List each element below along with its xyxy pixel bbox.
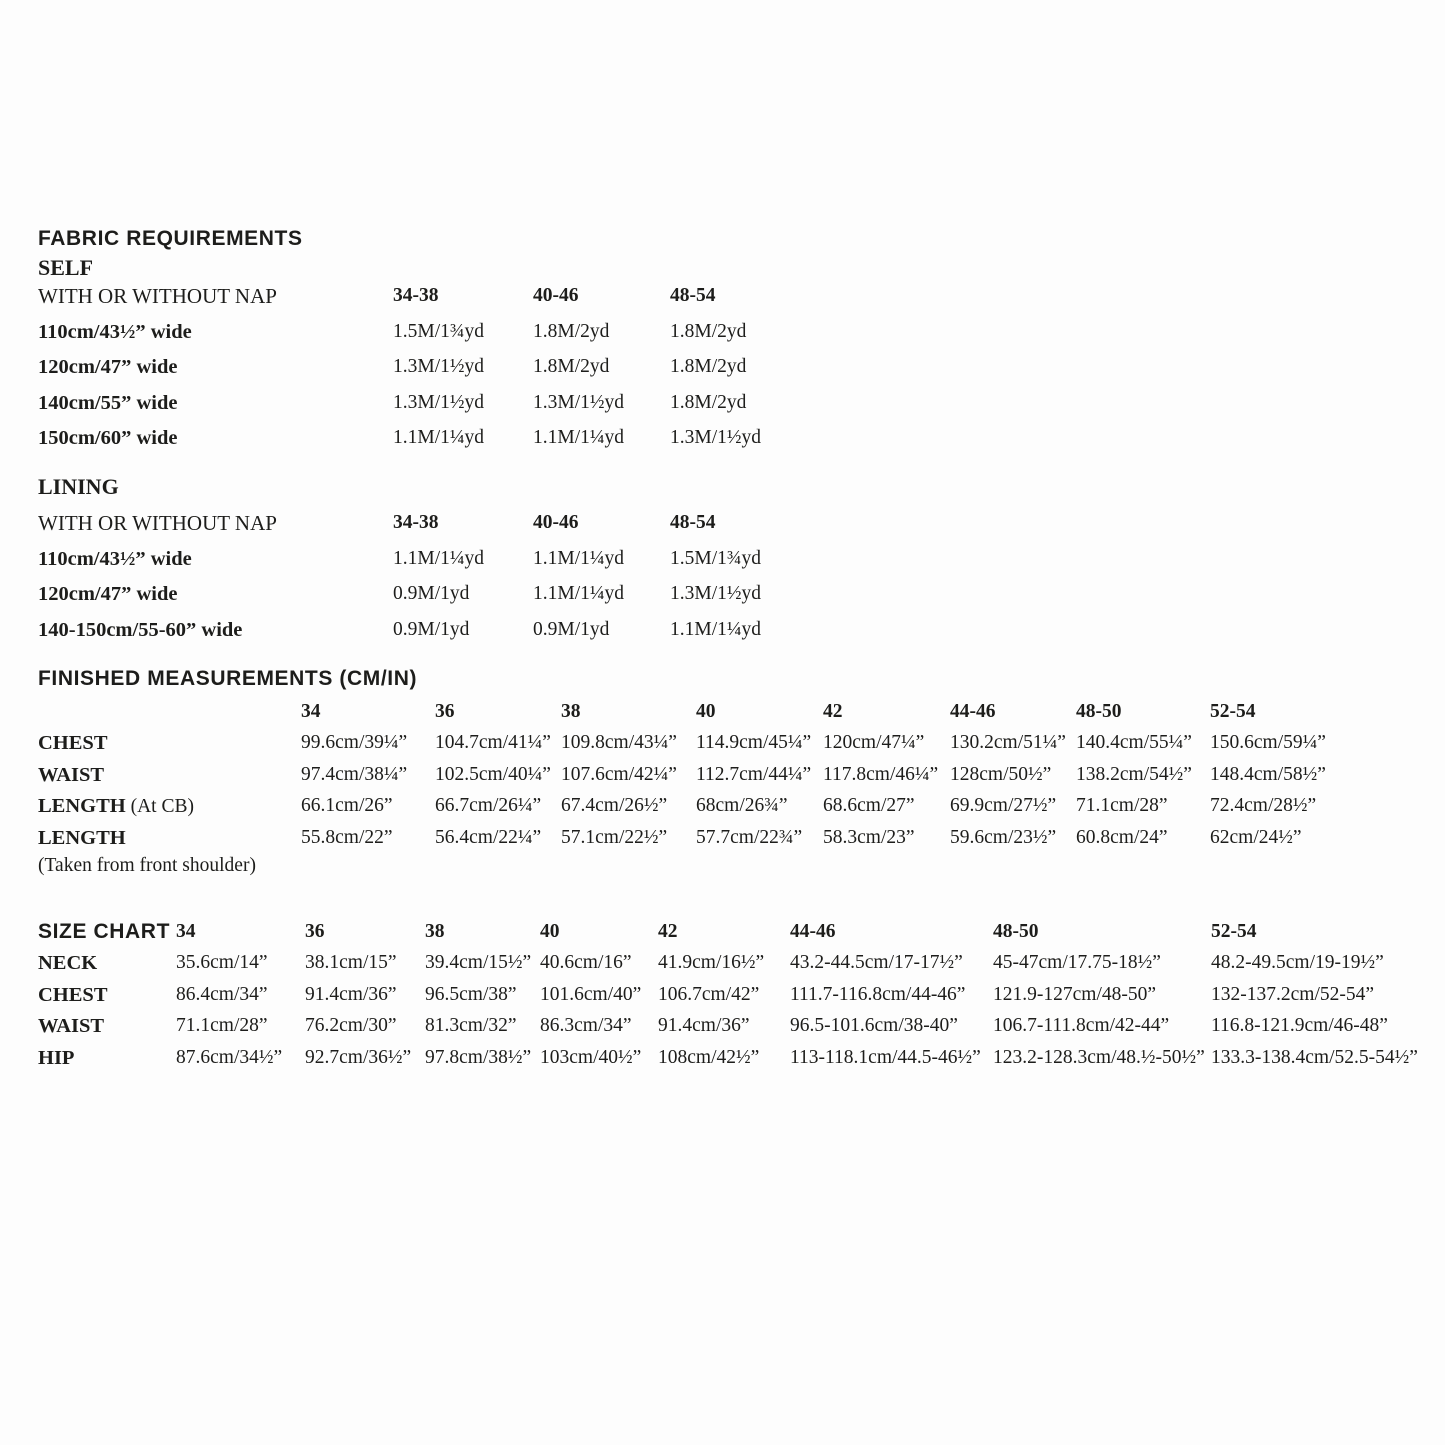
- size-cell: 113-118.1cm/44.5-46½”: [790, 1046, 981, 1068]
- size-cell: 76.2cm/30”: [305, 1015, 397, 1037]
- measurement-cell: 99.6cm/39¼”: [301, 732, 408, 754]
- yardage-cell: 1.3M/1½yd: [670, 427, 762, 449]
- measurement-row-label: WAIST: [38, 763, 105, 786]
- size-header: 44-46: [790, 921, 836, 942]
- yardage-cell: 1.8M/2yd: [670, 391, 747, 413]
- measurement-cell: 66.1cm/26”: [301, 795, 393, 817]
- size-cell: 133.3-138.4cm/52.5-54½”: [1211, 1046, 1418, 1068]
- size-header: 38: [425, 921, 445, 942]
- body-measure-label: WAIST: [38, 1015, 105, 1038]
- yardage-cell: 1.8M/2yd: [533, 356, 610, 378]
- length-cb-label: LENGTH: [38, 795, 126, 818]
- length-shoulder-footnote: (Taken from front shoulder): [38, 854, 256, 876]
- lining-size-header: 48-54: [670, 511, 716, 533]
- size-chart-table: [38, 920, 1438, 1077]
- self-fabric-table: [38, 284, 938, 462]
- size-cell: 106.7-111.8cm/42-44”: [993, 1015, 1170, 1037]
- yardage-cell: 1.1M/1¼yd: [393, 547, 485, 569]
- size-cell: 81.3cm/32”: [425, 1015, 517, 1037]
- yardage-cell: 1.1M/1¼yd: [533, 583, 625, 605]
- size-header: 48-50: [993, 921, 1039, 942]
- fabric-requirements-section: [38, 226, 938, 653]
- body-measure-label: HIP: [38, 1046, 75, 1069]
- size-cell: 111.7-116.8cm/44-46”: [790, 983, 966, 1005]
- size-cell: 123.2-128.3cm/48.½-50½”: [993, 1046, 1205, 1068]
- size-cell: 92.7cm/36½”: [305, 1046, 412, 1068]
- size-cell: 116.8-121.9cm/46-48”: [1211, 1015, 1388, 1037]
- measurement-cell: 59.6cm/23½”: [950, 826, 1057, 848]
- measurement-cell: 130.2cm/51¼”: [950, 732, 1066, 754]
- measurement-cell: 58.3cm/23”: [823, 826, 915, 848]
- measurement-cell: 71.1cm/28”: [1076, 795, 1168, 817]
- fabric-width-label: 150cm/60” wide: [38, 427, 178, 450]
- measurement-cell: 138.2cm/54½”: [1076, 763, 1192, 785]
- measurement-cell: 67.4cm/26½”: [561, 795, 668, 817]
- fabric-width-label: 110cm/43½” wide: [38, 547, 192, 570]
- fabric-width-label: 120cm/47” wide: [38, 356, 178, 379]
- measurement-cell: 55.8cm/22”: [301, 826, 393, 848]
- size-header: 42: [823, 701, 843, 722]
- measurement-cell: 117.8cm/46¼”: [823, 763, 939, 785]
- size-cell: 121.9-127cm/48-50”: [993, 983, 1157, 1005]
- size-cell: 103cm/40½”: [540, 1046, 642, 1068]
- size-cell: 101.6cm/40”: [540, 983, 642, 1005]
- self-size-header: 48-54: [670, 285, 716, 306]
- size-cell: 106.7cm/42”: [658, 983, 760, 1005]
- measurement-cell: 68.6cm/27”: [823, 795, 915, 817]
- size-cell: 96.5-101.6cm/38-40”: [790, 1015, 958, 1037]
- length-shoulder-label: LENGTH: [38, 826, 126, 849]
- yardage-cell: 1.3M/1½yd: [393, 391, 485, 413]
- size-cell: 91.4cm/36”: [658, 1015, 750, 1037]
- measurement-cell: 57.1cm/22½”: [561, 826, 668, 848]
- fabric-requirements-title: FABRIC REQUIREMENTS: [38, 227, 303, 250]
- measurement-cell: 60.8cm/24”: [1076, 826, 1168, 848]
- size-cell: 39.4cm/15½”: [425, 952, 532, 974]
- measurement-cell: 72.4cm/28½”: [1210, 795, 1317, 817]
- measurement-cell: 102.5cm/40¼”: [435, 763, 551, 785]
- yardage-cell: 1.3M/1½yd: [533, 391, 625, 413]
- size-header: 44-46: [950, 701, 996, 722]
- size-header: 34: [176, 921, 196, 942]
- lining-size-header: 34-38: [393, 511, 439, 533]
- size-header: 34: [301, 701, 321, 722]
- size-cell: 97.8cm/38½”: [425, 1046, 532, 1068]
- size-cell: 38.1cm/15”: [305, 952, 397, 974]
- yardage-cell: 1.1M/1¼yd: [393, 427, 485, 449]
- measurement-cell: 57.7cm/22¾”: [696, 826, 803, 848]
- size-header: 48-50: [1076, 701, 1122, 722]
- self-table-header-label: WITH OR WITHOUT NAP: [38, 284, 277, 308]
- lining-size-header: 40-46: [533, 511, 579, 533]
- size-header: 42: [658, 921, 678, 942]
- size-cell: 40.6cm/16”: [540, 952, 632, 974]
- size-header: 36: [435, 701, 455, 722]
- measurement-cell: 69.9cm/27½”: [950, 795, 1057, 817]
- measurement-cell: 68cm/26¾”: [696, 795, 788, 817]
- length-cb-note: (At CB): [130, 796, 194, 818]
- yardage-cell: 1.1M/1¼yd: [533, 547, 625, 569]
- size-cell: 86.4cm/34”: [176, 983, 268, 1005]
- yardage-cell: 0.9M/1yd: [533, 618, 610, 640]
- yardage-cell: 1.8M/2yd: [670, 320, 747, 342]
- measurement-cell: 114.9cm/45¼”: [696, 732, 812, 754]
- size-cell: 35.6cm/14”: [176, 952, 268, 974]
- yardage-cell: 1.3M/1½yd: [393, 356, 485, 378]
- body-measure-label: NECK: [38, 952, 98, 975]
- size-cell: 48.2-49.5cm/19-19½”: [1211, 952, 1384, 974]
- size-cell: 45-47cm/17.75-18½”: [993, 952, 1161, 974]
- size-chart-title: SIZE CHART: [38, 920, 170, 943]
- measurement-cell: 107.6cm/42¼”: [561, 763, 677, 785]
- size-cell: 43.2-44.5cm/17-17½”: [790, 952, 963, 974]
- measurement-cell: 104.7cm/41¼”: [435, 732, 551, 754]
- yardage-cell: 1.5M/1¾yd: [393, 320, 485, 342]
- size-header: 40: [540, 921, 560, 942]
- measurement-row-label: [38, 826, 301, 880]
- size-cell: 41.9cm/16½”: [658, 952, 765, 974]
- lining-fabric-table: [38, 511, 938, 653]
- fabric-width-label: 110cm/43½” wide: [38, 320, 192, 343]
- size-header: 52-54: [1210, 701, 1256, 722]
- yardage-cell: 1.8M/2yd: [533, 320, 610, 342]
- lining-subtitle: LINING: [38, 473, 119, 499]
- yardage-cell: 1.8M/2yd: [670, 356, 747, 378]
- self-size-header: 34-38: [393, 285, 439, 306]
- measurement-cell: 97.4cm/38¼”: [301, 763, 408, 785]
- size-cell: 71.1cm/28”: [176, 1015, 268, 1037]
- fabric-width-label: 140-150cm/55-60” wide: [38, 618, 243, 641]
- measurement-cell: 140.4cm/55¼”: [1076, 732, 1192, 754]
- fabric-width-label: 120cm/47” wide: [38, 583, 178, 606]
- spacer: [38, 503, 938, 511]
- body-measure-label: CHEST: [38, 983, 108, 1006]
- size-chart-section: [38, 920, 1438, 1077]
- measurement-row-label: CHEST: [38, 732, 108, 755]
- size-cell: 86.3cm/34”: [540, 1015, 632, 1037]
- measurement-cell: 109.8cm/43¼”: [561, 732, 677, 754]
- size-header: 38: [561, 701, 581, 722]
- finished-measurements-table: [38, 700, 1438, 876]
- measurement-row-label: [38, 794, 301, 819]
- yardage-cell: 1.5M/1¾yd: [670, 547, 762, 569]
- yardage-cell: 1.3M/1½yd: [670, 583, 762, 605]
- size-header: 36: [305, 921, 325, 942]
- measurement-cell: 148.4cm/58½”: [1210, 763, 1326, 785]
- size-cell: 108cm/42½”: [658, 1046, 760, 1068]
- size-header: 40: [696, 701, 716, 722]
- self-subtitle: SELF: [38, 255, 94, 280]
- size-header: 52-54: [1211, 921, 1257, 942]
- lining-table-header-label: WITH OR WITHOUT NAP: [38, 510, 277, 535]
- measurement-cell: 56.4cm/22¼”: [435, 826, 542, 848]
- measurement-cell: 150.6cm/59¼”: [1210, 732, 1326, 754]
- yardage-cell: 0.9M/1yd: [393, 618, 470, 640]
- measurement-cell: 120cm/47¼”: [823, 732, 925, 754]
- yardage-cell: 0.9M/1yd: [393, 583, 470, 605]
- size-cell: 91.4cm/36”: [305, 983, 397, 1005]
- size-cell: 132-137.2cm/52-54”: [1211, 983, 1375, 1005]
- yardage-cell: 1.1M/1¼yd: [670, 618, 762, 640]
- self-size-header: 40-46: [533, 285, 579, 306]
- measurement-cell: 62cm/24½”: [1210, 826, 1302, 848]
- measurement-cell: 66.7cm/26¼”: [435, 795, 542, 817]
- size-cell: 87.6cm/34½”: [176, 1046, 283, 1068]
- size-cell: 96.5cm/38”: [425, 983, 517, 1005]
- finished-measurements-title: FINISHED MEASUREMENTS (CM/IN): [38, 667, 418, 690]
- fabric-width-label: 140cm/55” wide: [38, 391, 178, 414]
- yardage-cell: 1.1M/1¼yd: [533, 427, 625, 449]
- finished-measurements-section: [38, 666, 1438, 876]
- measurement-cell: 112.7cm/44¼”: [696, 763, 812, 785]
- measurement-cell: 128cm/50½”: [950, 763, 1052, 785]
